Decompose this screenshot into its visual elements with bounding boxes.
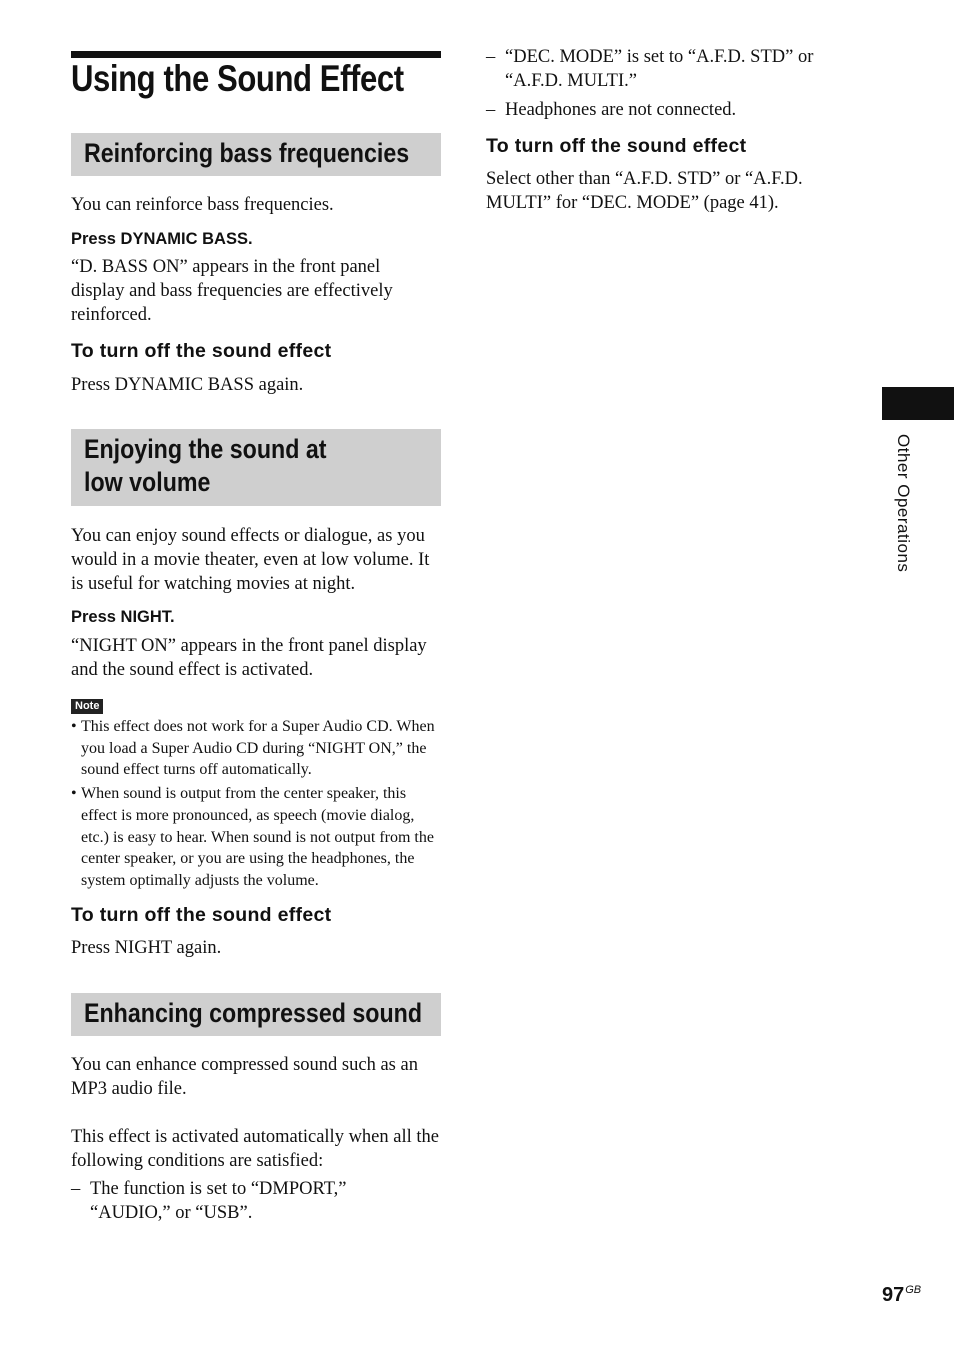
condition-item-text: Headphones are not connected.	[505, 100, 737, 120]
note-item	[71, 716, 441, 781]
section-heading-bass-text: Reinforcing bass frequencies	[84, 138, 410, 168]
note-list	[71, 716, 441, 894]
bass-step: Press DYNAMIC BASS.	[71, 230, 253, 248]
low-volume-intro: You can enjoy sound effects or dialogue, as you would in a movie theater, even at low volume. It is useful for watching movies at night.	[71, 526, 430, 594]
low-volume-result: “NIGHT ON” appears in the front panel display and the sound effect is activated.	[71, 636, 427, 680]
condition-item-text: The function is set to “DMPORT,” “AUDIO,” or “USB”.	[90, 1179, 347, 1223]
low-volume-step: Press NIGHT.	[71, 608, 175, 626]
note-item-text: When sound is output from the center speaker, this effect is more pronounced, as speech (movie dialog, etc.) is easy to hear. When sound is not output from the center speaker, or you are using the headphones, the system optimally adjusts the volume.	[81, 785, 434, 889]
low-volume-off-heading: To turn off the sound effect	[71, 904, 332, 926]
section-heading-low-volume-text: Enjoying the sound at low volume	[84, 434, 327, 497]
conditions-list-left	[71, 1177, 371, 1230]
page-number	[882, 1284, 921, 1307]
low-volume-off-text: Press NIGHT again.	[71, 938, 222, 958]
bullet-icon: •	[71, 785, 77, 803]
bass-off-text: Press DYNAMIC BASS again.	[71, 375, 304, 395]
note-item	[71, 783, 441, 892]
dash-icon: –	[486, 100, 496, 120]
condition-item-text: “DEC. MODE” is set to “A.F.D. STD” or “A.F.D. MULTI.”	[505, 47, 814, 91]
compressed-conditions-intro: This effect is activated automatically when all the following conditions are satisfied:	[71, 1127, 439, 1171]
note-item-text: This effect does not work for a Super Audio CD. When you load a Super Audio CD during “NIGHT ON,” the sound effect turns off automatically.	[81, 718, 435, 779]
compressed-off-heading: To turn off the sound effect	[486, 135, 747, 157]
dash-icon: –	[71, 1179, 81, 1199]
section-heading-compressed	[71, 993, 441, 1036]
page-number-suffix: GB	[905, 1284, 922, 1297]
compressed-intro: You can enhance compressed sound such as an MP3 audio file.	[71, 1055, 418, 1099]
side-tab-marker	[882, 387, 954, 420]
dash-icon: –	[486, 47, 496, 67]
bass-result: “D. BASS ON” appears in the front panel display and bass frequencies are effectively reinforced.	[71, 257, 393, 325]
condition-item	[486, 45, 846, 93]
section-heading-low-volume	[71, 429, 441, 506]
section-heading-bass	[71, 133, 441, 176]
compressed-off-text: Select other than “A.F.D. STD” or “A.F.D. MULTI” for “DEC. MODE” (page 41).	[486, 169, 803, 213]
bullet-icon: •	[71, 718, 77, 735]
section-heading-compressed-text: Enhancing compressed sound	[84, 998, 423, 1028]
condition-item	[486, 98, 846, 122]
condition-item	[71, 1177, 371, 1225]
side-tab-label: Other Operations	[894, 434, 913, 573]
bass-off-heading: To turn off the sound effect	[71, 340, 332, 362]
bass-intro: You can reinforce bass frequencies.	[71, 195, 334, 215]
page-number-value: 97	[882, 1284, 905, 1306]
title-rule	[71, 51, 441, 58]
page-title: Using the Sound Effect	[71, 58, 404, 99]
note-label: Note	[71, 699, 103, 714]
conditions-list-right	[486, 45, 846, 127]
